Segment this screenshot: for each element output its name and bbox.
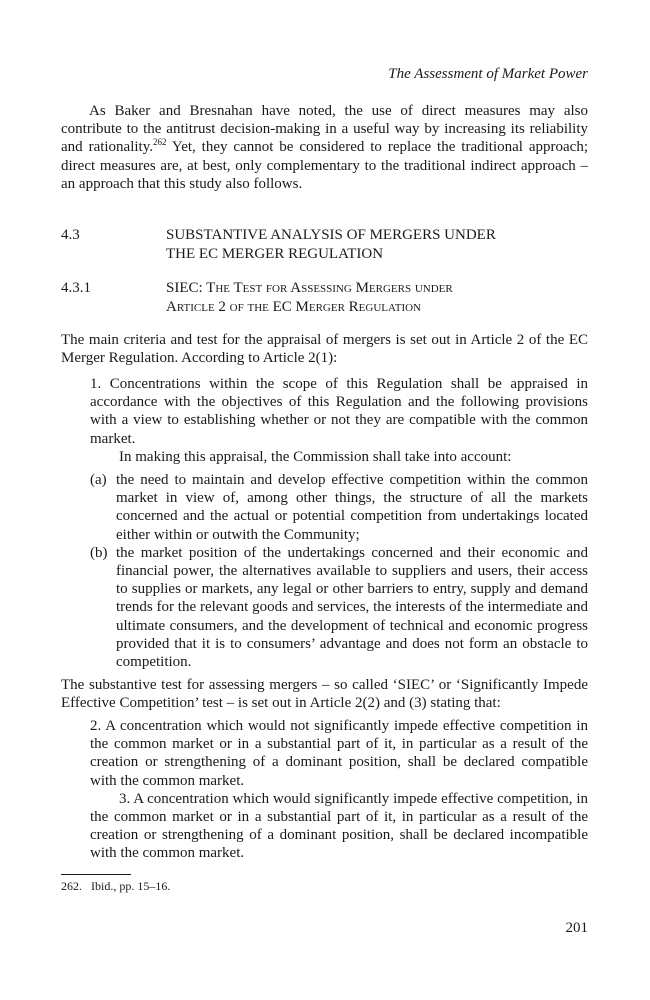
paragraph-criteria: The main criteria and test for the appraisal of mergers is set out in Article 2 of the EC Merger Regulation. According to Article 2(1): [61, 332, 588, 367]
subsection-number: 4.3.1 [61, 280, 91, 296]
list-item-text: the need to maintain and develop effective competition within the common market in view of, among other things, the structure of all the markets concerned and the actual or potential competition from undertakings located either within or outwith the Community; [116, 472, 588, 543]
running-header: The Assessment of Market Power [388, 66, 588, 82]
section-number: 4.3 [61, 227, 80, 243]
block-quote-article-2-2-3 [90, 717, 588, 863]
list-item [90, 471, 588, 544]
section-heading-line: THE EC MERGER REGULATION [166, 246, 384, 262]
quote-paragraph: 1. Concentrations within the scope of this Regulation shall be appraised in accordance with the objectives of this Regulation and the following provisions with a view to establishing whether or not they are compatible with the common market. [90, 376, 588, 447]
subsection-heading-line: Article 2 of the EC Merger Regulation [166, 299, 421, 315]
page-number: 201 [565, 920, 588, 936]
footnote-marker[interactable]: 262 [153, 137, 167, 148]
block-quote-article-2-1 [90, 375, 588, 671]
section-heading [166, 226, 496, 264]
footnote: 262. Ibid., pp. 15–16. [61, 879, 171, 893]
quote-paragraph: In making this appraisal, the Commission shall take into account: [119, 448, 512, 465]
list-item-label: (b) [90, 544, 108, 561]
list-item-text: the market position of the undertakings concerned and their economic and financial power, the alternatives available to suppliers and users, their access to supplies or markets, any legal or other barriers to entry, supply and demand trends for the relevant goods and services, the interests of the intermediate and ultimate consumers, and the development of technical and economic progress provided that it is to consumers’ advantage and does not form an obstacle to competition. [116, 544, 588, 671]
list-item-label: (a) [90, 472, 107, 489]
footnote-rule [61, 874, 131, 875]
subsection-heading [166, 279, 453, 317]
subsection-heading-line: SIEC: The Test for Assessing Mergers under [166, 280, 453, 296]
paragraph-text: As Baker and Bresnahan have noted, the use of direct measures may also contribute to the antitrust decision-making in a useful way by increasing its reliability and rationality. [61, 103, 588, 156]
paragraph-text: Yet, they cannot be considered to replace the traditional approach; direct measures are, at best, only complementary to the traditional indirect approach – an approach that this study also follows. [61, 139, 588, 192]
quote-paragraph: 3. A concentration which would significantly impede effective competition, in the common market or in a substantial part of it, in particular as a result of the creation or strengthening of a dominant position, shall be declared incompatible with the common market. [90, 790, 588, 862]
paragraph-direct-measures [61, 102, 588, 193]
list-item [90, 544, 588, 671]
section-heading-line: SUBSTANTIVE ANALYSIS OF MERGERS UNDER [166, 227, 496, 243]
quote-paragraph: 2. A concentration which would not significantly impede effective competition in the common market or in a substantial part of it, in particular as a result of the creation or strengthening of a dominant position, shall be declared compatible with the common market. [90, 718, 588, 789]
paragraph-siec-test: The substantive test for assessing mergers – so called ‘SIEC’ or ‘Significantly Impede Effective Competition’ test – is set out in Article 2(2) and (3) stating that: [61, 677, 588, 712]
